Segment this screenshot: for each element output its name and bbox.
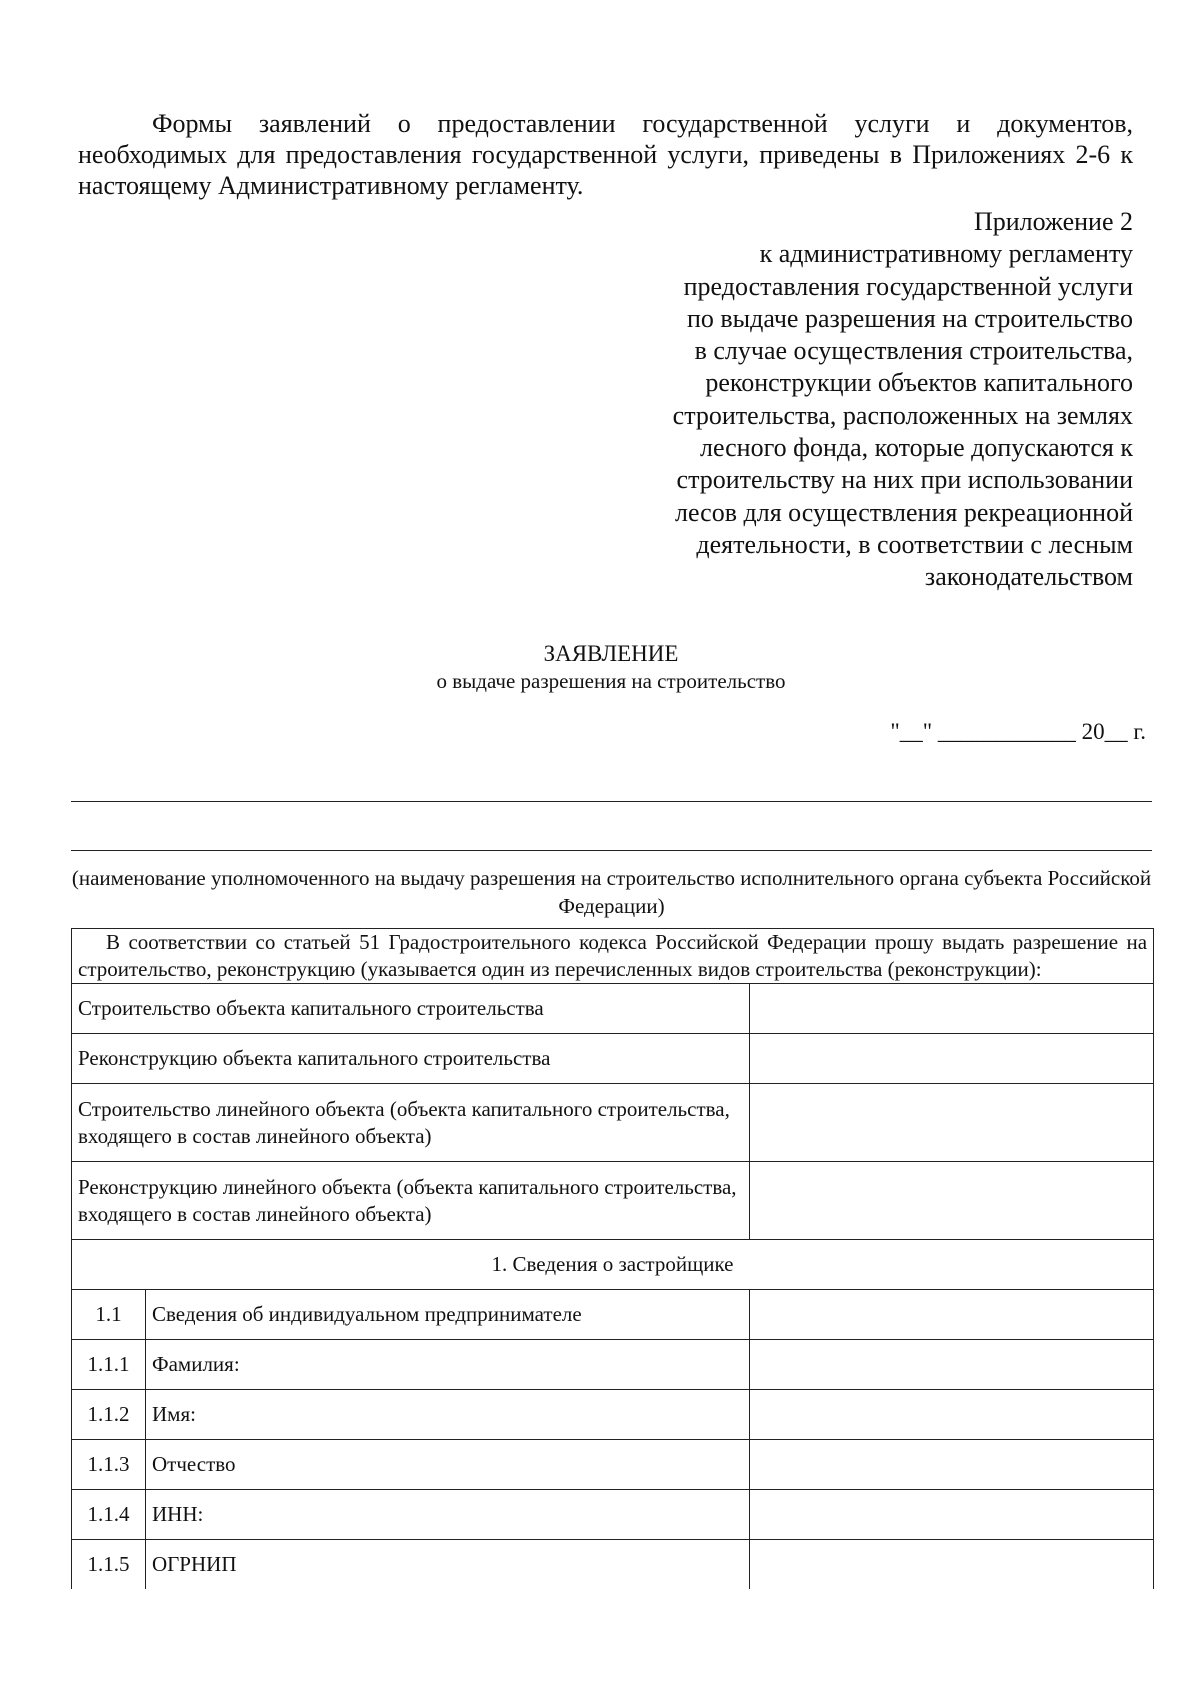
option-row: [72, 1084, 1154, 1162]
option-label: Строительство линейного объекта (объекта капитального строительства, входящего в состав линейного объекта): [72, 1084, 750, 1162]
table-intro-row: [72, 929, 1154, 984]
appendix-line: к административному регламенту: [759, 239, 1133, 269]
appendix-line: лесов для осуществления рекреационной: [675, 497, 1133, 527]
section-title: 1. Сведения о застройщике: [72, 1240, 1154, 1290]
appendix-header: [600, 206, 1133, 594]
row-input-cell[interactable]: [750, 1340, 1154, 1390]
appendix-line: лесного фонда, которые допускаются к: [699, 433, 1133, 463]
document-subtitle: о выдаче разрешения на строительство: [436, 669, 786, 693]
table-intro-cell: [72, 929, 1154, 984]
table-row: [72, 1490, 1154, 1540]
option-input-cell[interactable]: [750, 1162, 1154, 1240]
row-input-cell[interactable]: [750, 1540, 1154, 1590]
row-number: 1.1: [72, 1290, 146, 1340]
row-label: Отчество: [146, 1440, 750, 1490]
row-label: ОГРНИП: [146, 1540, 750, 1590]
appendix-line: строительства, расположенных на землях: [672, 400, 1133, 430]
row-input-cell[interactable]: [750, 1290, 1154, 1340]
option-input-cell[interactable]: [750, 1084, 1154, 1162]
authority-input-line-1[interactable]: [71, 801, 1152, 802]
appendix-line: предоставления государственной услуги: [683, 271, 1133, 301]
appendix-line: в случае осуществления строительства,: [694, 336, 1133, 366]
table-row: [72, 1390, 1154, 1440]
table-row: [72, 1540, 1154, 1590]
option-input-cell[interactable]: [750, 1034, 1154, 1084]
authority-input-line-2[interactable]: [71, 850, 1152, 851]
row-label: Фамилия:: [146, 1340, 750, 1390]
appendix-line: по выдаче разрешения на строительство: [686, 303, 1133, 333]
table-row: [72, 1290, 1154, 1340]
intro-paragraph: [78, 108, 1133, 201]
appendix-line: реконструкции объектов капитального: [705, 368, 1133, 398]
appendix-line: Приложение 2: [973, 207, 1133, 236]
row-number: 1.1.4: [72, 1490, 146, 1540]
row-number: 1.1.1: [72, 1340, 146, 1390]
row-label: Сведения об индивидуальном предпринимателе: [146, 1290, 750, 1340]
row-label: Имя:: [146, 1390, 750, 1440]
option-row: [72, 984, 1154, 1034]
option-label: Реконструкцию объекта капитального строительства: [72, 1034, 750, 1084]
appendix-line: законодательством: [924, 562, 1133, 592]
document-title: ЗАЯВЛЕНИЕ: [543, 641, 679, 666]
option-row: [72, 1162, 1154, 1240]
table-row: [72, 1340, 1154, 1390]
document-heading: [0, 640, 1200, 695]
row-number: 1.1.5: [72, 1540, 146, 1590]
section-header-row: [72, 1240, 1154, 1290]
row-input-cell[interactable]: [750, 1390, 1154, 1440]
appendix-line: строительству на них при использовании: [676, 465, 1133, 495]
application-form-table: [71, 928, 1154, 1589]
date-field[interactable]: "__" ____________ 20__ г.: [890, 719, 1146, 744]
row-number: 1.1.2: [72, 1390, 146, 1440]
row-input-cell[interactable]: [750, 1440, 1154, 1490]
option-label: Строительство объекта капитального строительства: [72, 984, 750, 1034]
option-row: [72, 1034, 1154, 1084]
option-label: Реконструкцию линейного объекта (объекта капитального строительства, входящего в состав линейного объекта): [72, 1162, 750, 1240]
table-row: [72, 1440, 1154, 1490]
row-number: 1.1.3: [72, 1440, 146, 1490]
authority-caption: (наименование уполномоченного на выдачу разрешения на строительство исполнительного органа субъекта Российской Федерации): [71, 866, 1152, 918]
row-label: ИНН:: [146, 1490, 750, 1540]
option-input-cell[interactable]: [750, 984, 1154, 1034]
row-input-cell[interactable]: [750, 1490, 1154, 1540]
table-intro-text: В соответствии со статьей 51 Градостроительного кодекса Российской Федерации прошу выдать разрешение на строительство, реконструкцию (указывается один из перечисленных видов строительства (реконструкции):: [78, 930, 1148, 981]
appendix-line: деятельности, в соответствии с лесным: [696, 529, 1133, 559]
intro-text: Формы заявлений о предоставлении государственной услуги и документов, необходимых для предоставления государственной услуги, приведены в Приложениях 2-6 к настоящему Административному регламенту.: [78, 109, 1133, 200]
